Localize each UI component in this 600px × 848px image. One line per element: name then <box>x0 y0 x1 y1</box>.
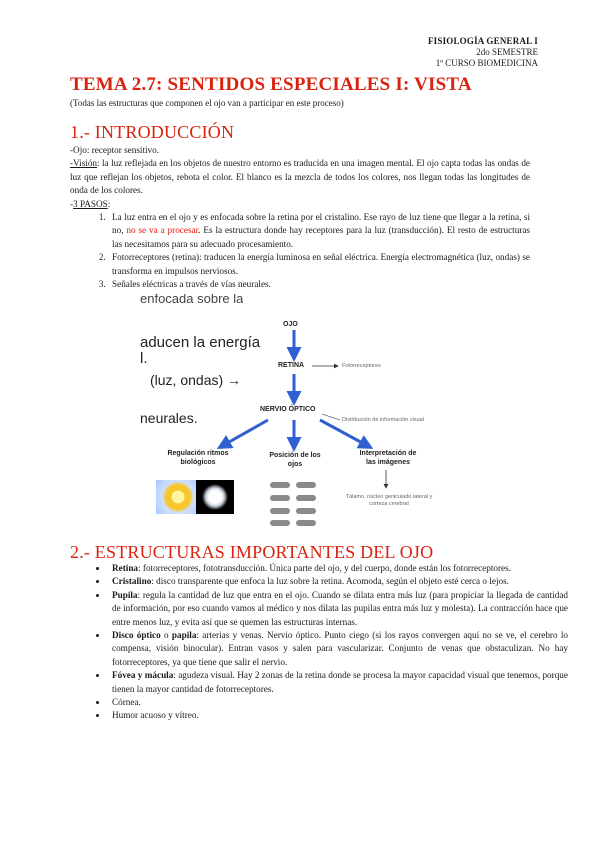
branch-regulacion-line1: Regulación ritmos <box>167 450 229 457</box>
term-connector: o <box>160 630 172 641</box>
branch-posicion-line1: Posición de los <box>269 452 321 459</box>
structures-list <box>70 562 568 723</box>
branch-interpretacion-line1: Interpretación de <box>359 450 417 457</box>
term-papila: papila <box>171 630 197 641</box>
intro-ojo-line: -Ojo: receptor sensitivo. <box>70 145 160 155</box>
eye-pair-icon <box>270 508 290 514</box>
term-pupila: Pupila <box>112 589 138 600</box>
sun-image <box>156 480 200 514</box>
branch-posicion <box>264 452 326 469</box>
pasos-label: 3 PASOS <box>73 198 108 209</box>
node-nervio-optico: NERVIO ÓPTICO <box>260 406 316 413</box>
list-item: • Humor acuoso y vítreo. <box>108 709 568 722</box>
eye-pair-icon <box>296 482 316 488</box>
branch-regulacion-line2: biológicos <box>180 458 216 466</box>
vision-text: : la luz reflejada en los objetos de nuestro entorno es traducida en una imagen mental. El ojo capta todas las ondas de luz que reflejan los objetos, rebota el color. El blanco es la mezcla de todos los colores, nos llegan todas las longitudes de onda de los colores. <box>70 158 530 196</box>
list-item <box>108 562 568 575</box>
figure-crop-text-5: neurales. <box>140 410 198 426</box>
branch-interpretacion-line2: las imágenes <box>366 458 410 466</box>
note-talamo-line2: corteza cerebral <box>369 501 409 507</box>
moon-image <box>196 480 234 514</box>
header-subject: FISIOLOGÍA GENERAL I <box>427 36 538 46</box>
step-item: 2. Fotorreceptores (retina): traducen la energía luminosa en señal eléctrica. Energía electromagnética (luz, ondas) se transforma en impulsos nerviosos. <box>108 251 530 278</box>
header-semester: 2do SEMESTRE <box>476 47 538 57</box>
note-distribucion: Distribución de información visual <box>342 417 424 423</box>
line-distribucion <box>322 414 340 420</box>
list-item: • Córnea. <box>108 696 568 709</box>
term-fovea-macula: Fóvea y mácula <box>112 670 174 681</box>
vision-label: -Visión <box>70 158 98 169</box>
note-talamo-line1: Tálamo, núcleo geniculado lateral y <box>345 494 433 500</box>
page-title: TEMA 2.7: SENTIDOS ESPECIALES I: VISTA <box>70 74 472 95</box>
eye-pair-icon <box>296 508 316 514</box>
desc-disco-optico: : arterias y venas. Nervio óptico. Punto ciego (si los rayos convergen aquí no se ve, el cerebro lo compensa, visión binocular). Entran vasos y salen para vascularizar. Conjunto de venas que obstaculizan. No hay fotorreceptores, ya que tiene que salir el nervio. <box>112 630 569 667</box>
branch-posicion-line2: ojos <box>287 460 303 468</box>
arrow-nervio-regulacion <box>222 420 268 446</box>
note-fotorreceptores: Fotorreceptores <box>342 363 381 369</box>
header-course: 1º CURSO BIOMEDICINA <box>435 58 538 68</box>
list-item <box>108 629 568 669</box>
desc-fovea-macula: : agudeza visual. Hay 2 zonas de la retina donde se procesa la mayor capacidad visual que tenemos, porque tienen la mayor cantidad de fotorreceptores. <box>112 670 568 694</box>
figure-crop-text-3: l. <box>140 350 148 367</box>
eye-pair-icon <box>270 520 290 526</box>
figure-crop-text-2: aducen la energía <box>140 334 261 351</box>
term-cristalino: Cristalino <box>112 576 152 587</box>
pasos-suffix: : <box>107 198 111 209</box>
eye-pair-icon <box>296 520 316 526</box>
branch-regulacion <box>158 450 238 467</box>
list-item <box>108 669 568 696</box>
eye-pair-icon <box>270 482 290 488</box>
desc-pupila: : regula la cantidad de luz que entra en el ojo. Cuando se dilata entra más luz (para propiciar la llegada de cantidad de información, por eso cuando vamos al médico y nos dilata las pupilas entra más luz y molesta). La contracción hace que entre menos luz, y evita así que se quemen las estructuras internas. <box>112 589 568 627</box>
node-retina: RETINA <box>278 362 305 369</box>
section-heading-estructuras: 2.- ESTRUCTURAS IMPORTANTES DEL OJO <box>70 542 434 562</box>
eye-pair-icon <box>296 495 316 501</box>
node-ojo: OJO <box>283 321 298 328</box>
list-item <box>108 575 568 588</box>
step-1-red-text: no se va a procesar <box>126 225 199 236</box>
term-retina: Retina <box>112 563 139 573</box>
step-item: 3. Señales eléctricas a través de vías neurales. <box>108 278 530 291</box>
step-1-text-a: La luz entra en el ojo y es enfocada sobre la retina por el cristalino. Ese rayo de luz tiene que llegar a la retina, si no, <box>112 212 530 236</box>
branch-interpretacion <box>350 450 426 467</box>
desc-retina: : fotorreceptores, fototransducción. Única parte del ojo, y del cuerpo, donde están los fotorreceptores. <box>138 563 512 573</box>
pasos-prefix: - <box>70 198 74 209</box>
note-talamo <box>344 494 434 508</box>
desc-cristalino: : disco transparente que enfoca la luz sobre la retina. Acomoda, según el objeto esté cerca o lejos. <box>151 576 509 587</box>
figure-crop-text-1: enfocada sobre la <box>140 294 244 306</box>
list-item <box>108 589 568 629</box>
term-disco-optico: Disco óptico <box>112 630 161 641</box>
step-1-text-b: . Es la estructura donde hay receptores para la luz (transducción). El resto de estructuras las necesitamos para su adecuado procesamiento. <box>112 225 530 249</box>
eye-positions-image <box>270 480 322 526</box>
section-heading-introduccion: 1.- INTRODUCCIÓN <box>70 122 235 142</box>
eye-pair-icon <box>270 495 290 501</box>
page-subtitle: (Todas las estructuras que componen el ojo van a participar en este proceso) <box>70 98 344 108</box>
figure-crop-text-4: (luz, ondas) → <box>150 372 242 388</box>
